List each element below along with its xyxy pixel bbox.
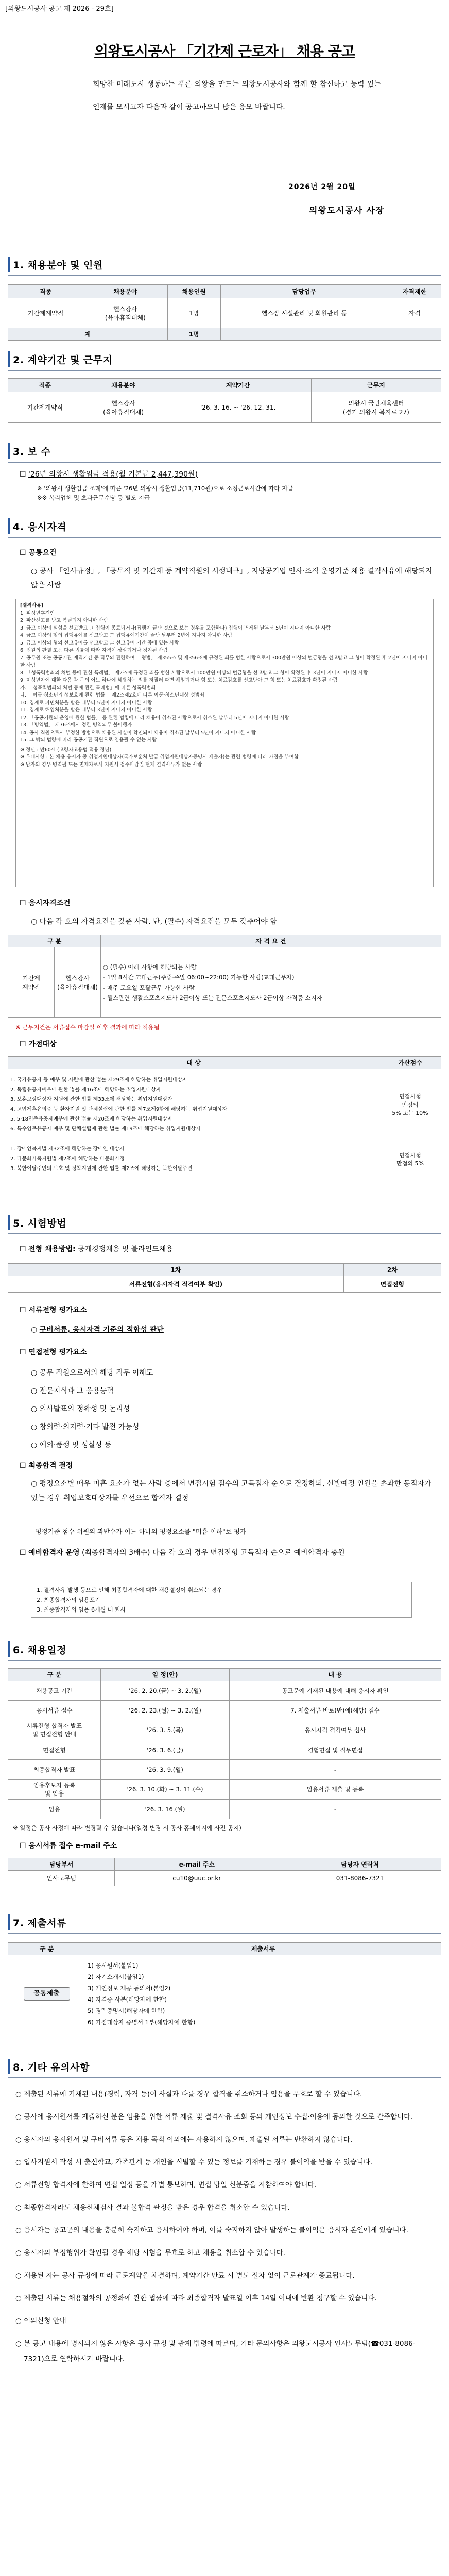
requirement-item: - 헬스관련 생활스포츠지도사 2급이상 또는 전문스포츠지도사 2급이상 자격증 소지자 [103,994,322,1002]
schedule-cell: 응시자격 적격여부 심사 [230,1720,441,1740]
col-header: 담당업무 [220,285,388,298]
email-address[interactable]: cu10@uuc.or.kr [115,1871,279,1886]
disqualification-box: [결격사유] 1. 피성년후견인 2. 파산선고를 받고 복권되지 아니한 사람 3. 금고 이상의 실형을 선고받고 그 집행이 종료되거나(집행이 끝난 것으로 보는 경우를 포함한다) 집행이 면제된 날부터 5년이 지나지 아니한 사람 4. 금고 이상의 형의 집행유예를 선고받고 그 집행유예기간이 끝난 날부터 2년이 지나지 아니한 사람 5. 금고 이상의 형의 선고유예를 선고받고 그 선고유예 기간 중에 있는 사람 6. 법원의 판결 또는 다른 법률에 따라 자격이 상실되거나 정지된 사람 7. 공무원 또는 공공기관 재직기간 중 직무와 관련하여 「형법」 제355조 및 제356조에 규정된 죄를 범한 사람으로서 300만원 이상의 벌금형을 선고받고 그 형이 확정된 후 2년이 지나지 아니한 사람 8. 「성폭력범죄의 처벌 등에 관한 특례법」 제2조에 규정된 죄를 범한 사람으로서 100만원 이상의 벌금형을 선고받고 그 형이 확정된 후 3년이 지나지 아니한 사람 9. 미성년자에 대한 다음 각 목의 어느 하나에 해당하는 죄를 저질러 파면·해임되거나 형 또는 치료감호를 선고받아 그 형 또는 치료감호가 확정된 사람 가. 「성폭력범죄의 처벌 등에 관한 특례법」에 따른 성폭력범죄 나. 「아동·청소년의 성보호에 관한 법률」 제2조제2호에 따른 아동·청소년대상 성범죄 10. 징계로 파면처분을 받은 때부터 5년이 지나지 아니한 사람 11. 징계로 해임처분을 받은 때부터 3년이 지나지 아니한 사람 12. 「공공기관의 운영에 관한 법률」 등 관련 법령에 따라 채용이 취소된 사람으로서 취소된 날부터 5년이 지나지 아니한 사람 13. 「병역법」 제76조에서 정한 병역의무 불이행자 14. 공사 직원으로서 부정한 방법으로 채용된 사실이 확인되어 채용이 취소된 날부터 5년이 지나지 아니한 사람 15. 그 밖의 법령에 따라 공공기관 직원으로 임용될 수 없는 사람 ※ 정년 : 만60세 (고령자고용법 적용 정년) ※ 우대사항 : 본 채용 응시자 중 취업지원대상자(국가보훈처 발급 취업지원대상자증명서 제출자)는 관련 법령에 따라 가점을 부여함 ※ 남자의 경우 병역필 또는 면제자로서 지원서 접수마감일 현재 결격사유가 없는 사람 [15,599,434,887]
disqualification-item: 12. 「공공기관의 운영에 관한 법률」 등 관련 법령에 따라 채용이 취소된 사람으로서 취소된 날부터 5년이 지나지 아니한 사람 [20,715,289,721]
bonus-item: 6. 특수임무유공자 예우 및 단체설립에 관한 법률 제19조에 해당하는 취업지원대상자 [10,1126,201,1132]
table-row: 기간제계약직 헬스강사 (육아휴직대체) 1명 헬스장 시설관리 및 회원관리 등 자격 [8,298,441,328]
bonus-item: 1. 국가유공자 등 예우 및 지원에 관한 법률 제29조에 해당하는 취업지원대상자 [10,1077,187,1083]
bonus-item: 1. 장애인복지법 제32조에 해당하는 장애인 대상자 [10,1146,125,1152]
each-req-text: ○ 다음 각 호의 자격요건을 갖춘 사람. 단, (필수) 자격요건을 모두 갖추어야 함 [31,918,277,926]
reserve-item: 3. 최종합격자의 임용 6개월 내 퇴사 [37,1606,126,1613]
notes-list [15,2087,434,2374]
col-header: 제출서류 [85,1943,441,1955]
document-item: 1) 응시원서(붙임1) [88,1961,139,1969]
interview-eval-title: ☐ 면접전형 평가요소 [20,1348,87,1357]
disqualification-item: 6. 법원의 판결 또는 다른 법률에 따라 자격이 상실되거나 정지된 사람 [20,648,168,653]
interview-eval-item: ○ 전문지식과 그 응용능력 [31,1387,114,1395]
checkbox-icon: ☐ [20,549,29,557]
qualification-table [8,935,441,1018]
note-item: ○ 응시자는 공고문의 내용을 충분히 숙지하고 응시하여야 하며, 이를 숙지하지 않아 발생하는 불이익은 응시자 본인에게 있습니다. [15,2226,408,2234]
disqualification-item: 13. 「병역법」 제76조에서 정한 병역의무 불이행자 [20,722,132,728]
note-item: ○ 공사에 응시원서를 제출하신 분은 임용을 위한 서류 제출 및 결격사유 조회 등의 개인정보 수집·이용에 동의한 것으로 간주합니다. [15,2113,413,2121]
reserve-line: ☐ 예비합격자 운영 (최종합격자의 3배수) 다음 각 호의 경우 면접전형 고득점자 순으로 예비합격자 충원 [20,1549,345,1557]
note-item: ○ 최종합격자라도 채용신체검사 결과 불합격 판정을 받은 경우 합격을 취소할 수 있습니다. [15,2204,290,2212]
disqualification-item: 7. 공무원 또는 공공기관 재직기간 중 직무와 관련하여 「형법」 제355조 및 제356조에 규정된 죄를 범한 사람으로서 300만원 이상의 벌금형을 선고받고 그 형이 확정된 후 2년이 지나지 아니한 사람 [20,655,428,668]
section-marker [8,518,10,534]
requirement-list [101,947,441,1018]
section-4-heading: 4. 응시자격 [8,515,441,538]
disqualification-item: 14. 공사 직원으로서 부정한 방법으로 채용된 사실이 확인되어 채용이 취소된 날부터 5년이 지나지 아니한 사람 [20,730,256,736]
schedule-row [8,1780,441,1800]
schedule-cell: - [230,1760,441,1780]
note-item: ○ 서류전형 합격자에 한하여 면접 일정 등을 개별 통보하며, 면접 당일 신분증을 지참하여야 합니다. [15,2181,317,2189]
table-row: 1. 국가유공자 등 예우 및 지원에 관한 법률 제29조에 해당하는 취업지원대상자 2. 독립유공자예우에 관한 법률 제16조에 해당하는 취업지원대상자 3. 보훈보상대상자 지원에 관한 법률 제33조에 해당하는 취업지원대상자 4. 고엽제후유의증 등 환자지원 및 단체설립에 관한 법률 제7조제9항에 해당하는 취업지원대상자 5. 5·18민주유공자예우에 관한 법률 제20조에 해당하는 취업지원대상자 6. 특수임무유공자 예우 및 단체설립에 관한 법률 제19조에 해당하는 취업지원대상자 면접시험 만점의 5% 또는 10% [8,1069,441,1140]
schedule-cell: 면접전형 [8,1740,101,1760]
final-text: ○ 평정요소별 매우 미흡 요소가 없는 사람 중에서 면접시험 점수의 고득점자 순으로 결정하되, 선발예정 인원을 초과한 동점자가 있는 경우 취업보호대상자를 우선으로 합격자 결정 [31,1480,431,1502]
bonus-item: 3. 보훈보상대상자 지원에 관한 법률 제33조에 해당하는 취업지원대상자 [10,1096,172,1103]
note-item: ○ 입사지원서 작성 시 출신학교, 가족관계 등 개인을 식별할 수 있는 정보를 기재하는 경우 불이익을 받을 수 있습니다. [15,2158,373,2166]
schedule-row [8,1720,441,1740]
section-1-heading: 1. 채용분야 및 인원 [8,253,441,276]
disqualification-item: 3. 금고 이상의 실형을 선고받고 그 집행이 종료되거나(집행이 끝난 것으로 보는 경우를 포함한다) 집행이 면제된 날부터 5년이 지나지 아니한 사람 [20,625,331,631]
schedule-row [8,1760,441,1780]
col-header: 계약기간 [165,379,311,392]
circle-icon: ○ [31,567,40,575]
section-2-heading: 2. 계약기간 및 근무지 [8,348,441,371]
salary-note: ※ '의왕시 생활임금 조례'에 따른 '26년 의왕시 생활임금(11,710원)으로 소정근로시간에 따라 지급 [37,485,293,492]
contract-table [8,378,441,423]
checkbox-icon: ☐ [20,470,29,479]
intro-text: 희망찬 미래도시 생동하는 푸른 의왕을 만드는 의왕도시공사와 함께 할 참신하고 능력 있는 인재를 모시고자 다음과 같이 공고하오니 많은 응모 바랍니다. [93,80,381,111]
col-header: 구 분 [8,1669,101,1681]
interview-eval-item: ○ 의사발표의 정확성 및 논리성 [31,1405,130,1413]
disqualification-item: 9. 미성년자에 대한 다음 각 목의 어느 하나에 해당하는 죄를 저질러 파면·해임되거나 형 또는 치료감호를 선고받아 그 형 또는 치료감호가 확정된 사람 [20,677,338,683]
bonus-item: 2. 다문화가족지원법 제2조에 해당하는 다문화가정 [10,1156,125,1162]
schedule-cell: '26. 3. 9.(월) [101,1760,230,1780]
schedule-cell: 공고문에 기재된 내용에 대해 응시자 확인 [230,1681,441,1701]
issuer: 의왕도시공사 사장 [309,206,385,216]
section-marker [8,1914,10,1930]
document-item: 6) 가점대상자 증명서 1부(해당자에 한함) [88,2018,196,2026]
bonus-item: 3. 북한이탈주민의 보호 및 정착지원에 관한 법률 제2조에 해당하는 북한이탈주민 [10,1166,193,1172]
common-req-text: ○ 공사 「인사규정」, 「공무직 및 기간제 등 계약직원의 시행내규」, 지방공기업 인사·조직 운영기준 채용 결격사유에 해당되지 않은 사람 [31,567,433,589]
email-title: ☐ 응시서류 접수 e-mail 주소 [20,1842,117,1850]
checkbox-icon: ☐ [20,1348,29,1357]
table-row: 기간제 계약직 헬스강사 (육아휴직대체) ○ (필수) 아래 사항에 해당되는 사람 - 1일 8시간 교대근무(주중·주말 06:00~22:00) 가능한 사람(교대근무자) - 매주 토요일 포괄근무 가능한 사람 - 헬스관련 생활스포츠지도사 2급이상 또는 전문스포츠지도사 2급이상 자격증 소지자 [8,947,441,1018]
total-row: 계 1명 [8,328,441,341]
col-header: 채용분야 [82,379,165,392]
note-item: ○ 응시자의 부정행위가 확인될 경우 해당 시험을 무효로 하고 채용을 취소할 수 있습니다. [15,2249,285,2257]
section-6-heading: 6. 채용일정 [8,1638,441,1661]
notice-number: [의왕도시공사 공고 제 2026 - 29호] [5,5,114,13]
table-row: 인사노무팀 cu10@uuc.or.kr 031-8086-7321 [8,1871,441,1886]
schedule-cell: 채용공고 기간 [8,1681,101,1701]
disqualification-item: 11. 징계로 해임처분을 받은 때부터 3년이 지나지 아니한 사람 [20,707,152,713]
schedule-cell: '26. 3. 10.(화) ~ 3. 11.(수) [101,1780,230,1800]
document-item: 4) 자격증 사본(해당자에 한함) [88,1995,167,2003]
col-header: 채용분야 [83,285,168,298]
schedule-cell: '26. 3. 6.(금) [101,1740,230,1760]
method-line: ☐ 전형 채용방법: 공개경쟁채용 및 블라인드채용 [20,1245,173,1253]
checkbox-icon: ☐ [20,899,29,907]
requirement-item: - 매주 토요일 포괄근무 가능한 사람 [103,984,195,991]
disqualification-item: 4. 금고 이상의 형의 집행유예를 선고받고 그 집행유예기간이 끝난 날부터 2년이 지나지 아니한 사람 [20,633,233,638]
checkbox-icon: ☐ [20,1245,29,1253]
schedule-cell: 임용서류 제출 및 등록 [230,1780,441,1800]
final-title: ☐ 최종합격 결정 [20,1462,73,1470]
email-table [8,1858,441,1886]
col-header: 직종 [8,285,83,298]
note-item: ○ 응시자의 응시원서 및 구비서류 등은 채용 목적 이외에는 사용하지 않으며, 제출된 서류는 반환하지 않습니다. [15,2136,353,2144]
disqualification-item: 10. 징계로 파면처분을 받은 때부터 5년이 지나지 아니한 사람 [20,700,152,706]
circle-icon: ○ [31,1326,40,1334]
doc-eval-title: ☐ 서류전형 평가요소 [20,1306,87,1314]
each-req-title: ☐ 응시자격조건 [20,899,71,907]
doc-eval-item: ○ 구비서류, 응시자격 기준의 적합성 판단 [31,1326,164,1334]
schedule-cell: 서류전형 합격자 발표 및 면접전형 안내 [8,1720,101,1740]
col-header: 자격제한 [388,285,441,298]
bonus-item: 5. 5·18민주유공자예우에 관한 법률 제20조에 해당하는 취업지원대상자 [10,1116,172,1122]
disqualification-item: 2. 파산선고를 받고 복권되지 아니한 사람 [20,618,108,623]
section-marker [8,257,10,272]
schedule-cell: - [230,1800,441,1819]
section-marker [8,1641,10,1657]
col-header: 구 분 [8,935,101,947]
schedule-cell: 최종합격자 발표 [8,1760,101,1780]
table-row [8,1955,441,2032]
schedule-cell: 응시서류 접수 [8,1701,101,1720]
final-note: - 평정기준 점수 위원의 과반수가 어느 하나의 평정요소를 "미흡 이하"로 평가 [31,1528,246,1535]
page-title: 의왕도시공사 「기간제 근로자」 채용 공고 [94,43,355,60]
document-item: 3) 개인정보 제공 동의서(붙임2) [88,1984,171,1992]
schedule-cell: 7. 제출서류 바로(반)에(해당) 접수 [230,1701,441,1720]
bonus-item: 4. 고엽제후유의증 등 환자지원 및 단체설립에 관한 법률 제7조제9항에 해당하는 취업지원대상자 [10,1106,228,1112]
col-header: 직종 [8,379,82,392]
section-marker [8,351,10,367]
schedule-cell: '26. 2. 20.(금) ~ 3. 2.(월) [101,1681,230,1701]
note-item: ○ 이의신청 안내 [15,2317,66,2325]
reserve-box [31,1582,412,1618]
col-header: 일 정(안) [101,1669,230,1681]
document-item: 5) 경력증명서(해당자에 한함) [88,2007,165,2014]
section-marker [8,443,10,459]
documents-table [8,1942,441,2032]
disqualification-item: 나. 「아동·청소년의 성보호에 관한 법률」 제2조제2호에 따른 아동·청소년대상 성범죄 [20,692,204,698]
col-header: 구 분 [8,1943,85,1955]
recruit-field-table [8,284,441,341]
col-header: 2차 [343,1264,441,1276]
requirement-item: ○ (필수) 아래 사항에 해당되는 사람 [103,963,197,971]
schedule-row [8,1800,441,1819]
reserve-item: 1. 결격사유 발생 등으로 인해 최종합격자에 대한 채용결정이 취소되는 경우 [37,1587,222,1594]
checkbox-icon: ☐ [20,1040,29,1048]
schedule-cell: '26. 3. 16.(월) [101,1800,230,1819]
salary-note: ※※ 복리업체 및 초과근무수당 등 별도 지급 [37,494,150,501]
disqualification-item: 1. 피성년후견인 [20,610,55,616]
col-header: 가산점수 [379,1057,441,1069]
salary-line: ☐ '26년 의왕시 생활임금 적용(월 기본급 2,447,390원) [20,470,198,479]
disqualification-item: 8. 「성폭력범죄의 처벌 등에 관한 특례법」 제2조에 규정된 죄를 범한 사람으로서 100만원 이상의 벌금형을 선고받고 그 형이 확정된 후 3년이 지나지 아니한 사람 [20,670,368,676]
schedule-cell: 임용 [8,1800,101,1819]
col-header: 담당자 연락처 [279,1858,441,1871]
table-row: 서류전형(응시자격 적격여부 확인) 면접전형 [8,1276,441,1293]
col-header: 내 용 [230,1669,441,1681]
col-header: 담당부서 [8,1858,115,1871]
bonus-title: ☐ 가점대상 [20,1040,57,1048]
note-item: ○ 채용된 자는 공사 규정에 따라 근로계약을 체결하며, 계약기간 만료 시 별도 절차 없이 근로관계가 종료됩니다. [15,2272,355,2280]
documents-list [85,1955,441,2032]
interview-eval-item: ○ 공무 직원으로서의 해당 직무 이해도 [31,1369,153,1377]
section-5-heading: 5. 시험방법 [8,1212,441,1234]
schedule-cell: '26. 2. 23.(월) ~ 3. 2.(월) [101,1701,230,1720]
disqualification-item: 5. 금고 이상의 형의 선고유예를 선고받고 그 선고유예 기간 중에 있는 사람 [20,640,179,646]
schedule-row [8,1701,441,1720]
section-7-heading: 7. 제출서류 [8,1911,441,1934]
note-item: ○ 제출된 서류에 기재된 내용(경력, 자격 등)이 사실과 다를 경우 합격을 취소하거나 임용을 무효로 할 수 있습니다. [15,2090,362,2098]
col-header: 대 상 [8,1057,379,1069]
col-header: 근무지 [311,379,441,392]
requirement-item: - 1일 8시간 교대근무(주중·주말 06:00~22:00) 가능한 사람(교대근무자) [103,973,295,981]
document-item: 2) 자기소개서(붙임1) [88,1973,144,1980]
checkbox-icon: ☐ [20,1462,29,1470]
schedule-row [8,1740,441,1760]
disqualification-list [20,610,429,744]
interview-eval-item: ○ 창의력·의지력·기타 발전 가능성 [31,1423,140,1431]
schedule-note: ※ 일정은 공사 사정에 따라 변경될 수 있습니다(일정 변경 시 공사 홈페이지에 사전 공지) [13,1824,241,1832]
checkbox-icon: ☐ [20,1842,29,1850]
schedule-row [8,1681,441,1701]
notice-date: 2026년 2월 20일 [288,183,356,191]
common-docs-label: 공통제출 [24,1987,70,2001]
section-8-heading: 8. 기타 유의사항 [8,2056,441,2078]
table-row: 기간제계약직 헬스강사 (육아휴직대체) '26. 3. 16. ~ '26. 12. 31. 의왕시 국민체육센터 (경기 의왕시 복지로 27) [8,392,441,423]
schedule-cell: '26. 3. 5.(목) [101,1720,230,1740]
col-header: 자 격 요 건 [101,935,441,947]
checkbox-icon: ☐ [20,1306,29,1314]
col-header: 1차 [8,1264,344,1276]
schedule-table [8,1668,441,1819]
interview-eval-item: ○ 예의·품행 및 성실성 등 [31,1441,112,1449]
col-header: e-mail 주소 [115,1858,279,1871]
reserve-item: 2. 최종합격자의 임용포기 [37,1597,100,1603]
table-row: 1. 장애인복지법 제32조에 해당하는 장애인 대상자 2. 다문화가족지원법 제2조에 해당하는 다문화가정 3. 북한이탈주민의 보호 및 정착지원에 관한 법률 제2조에 해당하는 북한이탈주민 면접시험 만점의 5% [8,1140,441,1178]
disqualification-item: 가. 「성폭력범죄의 처벌 등에 관한 특례법」에 따른 성폭력범죄 [20,685,156,691]
schedule-cell: 임용후보자 등록 및 임용 [8,1780,101,1800]
disqualification-item: 15. 그 밖의 법령에 따라 공공기관 직원으로 임용될 수 없는 사람 [20,737,157,743]
checkbox-icon: ☐ [20,1549,29,1557]
schedule-cell: 경험면접 및 직무면접 [230,1740,441,1760]
circle-icon: ○ [31,1480,40,1488]
section-marker [8,2059,10,2074]
bonus-table [8,1056,441,1178]
circle-icon: ○ [31,918,40,926]
note-item: ○ 제출된 서류는 채용절차의 공정화에 관한 법률에 따라 최종합격자 발표일 이후 14일 이내에 반환 청구할 수 있습니다. [15,2294,377,2302]
bonus-item: 2. 독립유공자예우에 관한 법률 제16조에 해당하는 취업지원대상자 [10,1087,161,1093]
section-marker [8,1215,10,1230]
interview-eval-list [31,1364,433,1454]
stage-table [8,1263,441,1293]
section-3-heading: 3. 보 수 [8,440,441,463]
col-header: 채용인원 [167,285,220,298]
common-req-title: ☐ 공통요건 [20,549,57,557]
req-note: ※ 근무지건은 서류접수 마감일 이후 결과에 따라 적용됨 [15,1024,160,1031]
note-item: ○ 본 공고 내용에 명시되지 않은 사항은 공사 규정 및 관계 법령에 따르며, 기타 문의사항은 의왕도시공사 인사노무팀(☎031-8086-7321)으로 연락하시기 바랍니다. [15,2340,416,2363]
